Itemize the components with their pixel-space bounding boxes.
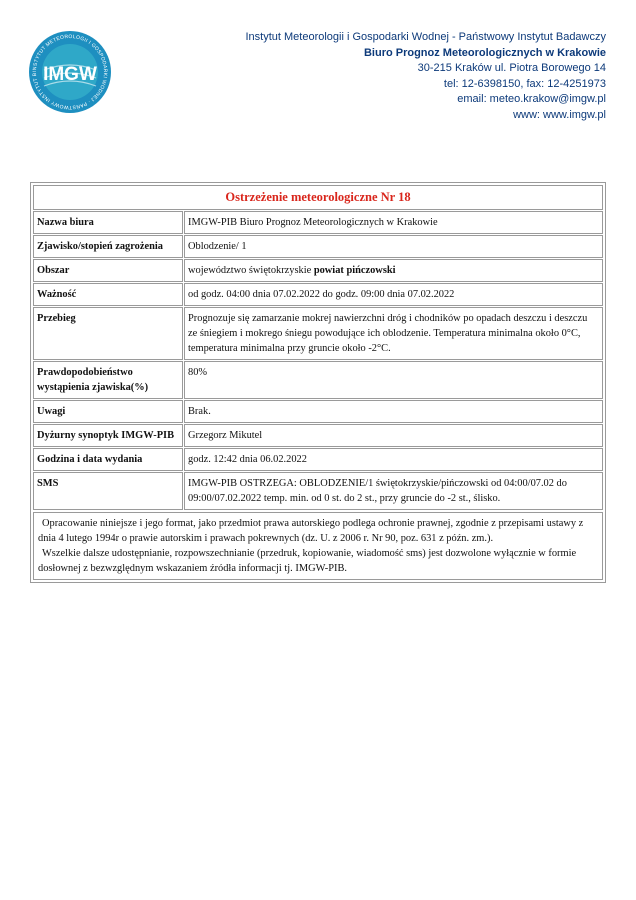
- table-row: [33, 259, 603, 282]
- table-row: [33, 400, 603, 423]
- row-label: Uwagi: [33, 400, 183, 423]
- office-name: Biuro Prognoz Meteorologicznych w Krakowie: [363, 46, 606, 59]
- office-phone: tel: 12-6398150, fax: 12-4251973: [443, 77, 606, 90]
- row-label: Zjawisko/stopień zagrożenia: [33, 235, 183, 258]
- copyright-notice: [33, 512, 603, 580]
- table-row: [33, 424, 603, 447]
- office-email: email: meteo.krakow@imgw.pl: [457, 93, 606, 105]
- table-row: [33, 307, 603, 360]
- area-region: województwo świętokrzyskie: [188, 265, 312, 276]
- table-row: [33, 235, 603, 258]
- sms-value: IMGW-PIB OSTRZEGA: OBLODZENIE/1 świętokrzyskie/pińczowski od 04:00/07.02 do 09:00/07.02.2022 temp. min. od 0 st. do 2 st., przy gruncie do -2 st., ślisko.: [184, 472, 603, 510]
- institute-name: Instytut Meteorologii i Gospodarki Wodnej - Państwowy Instytut Badawczy: [245, 31, 606, 43]
- course-value: Prognozuje się zamarzanie mokrej nawierzchni dróg i chodników po opadach deszczu i deszczu ze śniegiem i mokrego śniegu powodujące ich oblodzenie. Temperatura minimalna około 0°C, temperatura minimalna przy gruncie około -2°C.: [184, 307, 603, 360]
- warning-title: Ostrzeżenie meteorologiczne Nr 18: [33, 185, 603, 210]
- phenomenon-value: Oblodzenie/ 1: [184, 235, 603, 258]
- imgw-logo-graphic: [28, 30, 112, 114]
- row-label: Przebieg: [33, 307, 183, 360]
- logo-ring-text: INSTYTUT METEOROLOGII I GOSPODARKI WODNEJ · PAŃSTWOWY INSTYTUT B: [31, 33, 109, 111]
- copyright-paragraph: Opracowanie niniejsze i jego format, jako przedmiot prawa autorskiego podlega ochronie prawnej, zgodnie z przepisami ustawy z dnia 4 lutego 1994r o prawie autorskim i prawach pokrewnych (dz. U. z 2006 r. Nr 90, poz. 631 z późn. zm.).: [38, 518, 584, 544]
- issued-value: godz. 12:42 dnia 06.02.2022: [184, 448, 603, 471]
- table-row: [33, 361, 603, 399]
- warning-document: [30, 182, 606, 583]
- table-row: [33, 448, 603, 471]
- validity-value: od godz. 04:00 dnia 07.02.2022 do godz. 09:00 dnia 07.02.2022: [184, 283, 603, 306]
- redistribution-paragraph: Wszelkie dalsze udostępnianie, rozpowszechnianie (przedruk, kopiowanie, wiadomość sms) jest dozwolone wyłącznie w formie dosłownej z bezwzględnym wskazaniem źródła informacji tj. IMGW-PIB.: [38, 548, 577, 574]
- row-label: Obszar: [33, 259, 183, 282]
- area-county: powiat pińczowski: [313, 265, 396, 276]
- institute-header: [245, 30, 606, 123]
- duty-forecaster-value: Grzegorz Mikutel: [184, 424, 603, 447]
- office-website: www: www.imgw.pl: [513, 108, 606, 121]
- table-row: [33, 283, 603, 306]
- imgw-logo: [28, 30, 112, 114]
- row-label: Nazwa biura: [33, 211, 183, 234]
- table-row: [33, 211, 603, 234]
- office-value: IMGW-PIB Biuro Prognoz Meteorologicznych w Krakowie: [184, 211, 603, 234]
- row-label: Godzina i data wydania: [33, 448, 183, 471]
- row-label: Ważność: [33, 283, 183, 306]
- logo-text: IMGW: [43, 64, 97, 85]
- area-value: [184, 259, 603, 282]
- warning-table: [32, 184, 604, 511]
- notes-value: Brak.: [184, 400, 603, 423]
- table-row: [33, 472, 603, 510]
- row-label: SMS: [33, 472, 183, 510]
- probability-value: 80%: [184, 361, 603, 399]
- office-address: 30-215 Kraków ul. Piotra Borowego 14: [417, 62, 606, 74]
- row-label: Prawdopodobieństwo wystąpienia zjawiska(%): [33, 361, 183, 399]
- row-label: Dyżurny synoptyk IMGW-PIB: [33, 424, 183, 447]
- title-row: [33, 185, 603, 210]
